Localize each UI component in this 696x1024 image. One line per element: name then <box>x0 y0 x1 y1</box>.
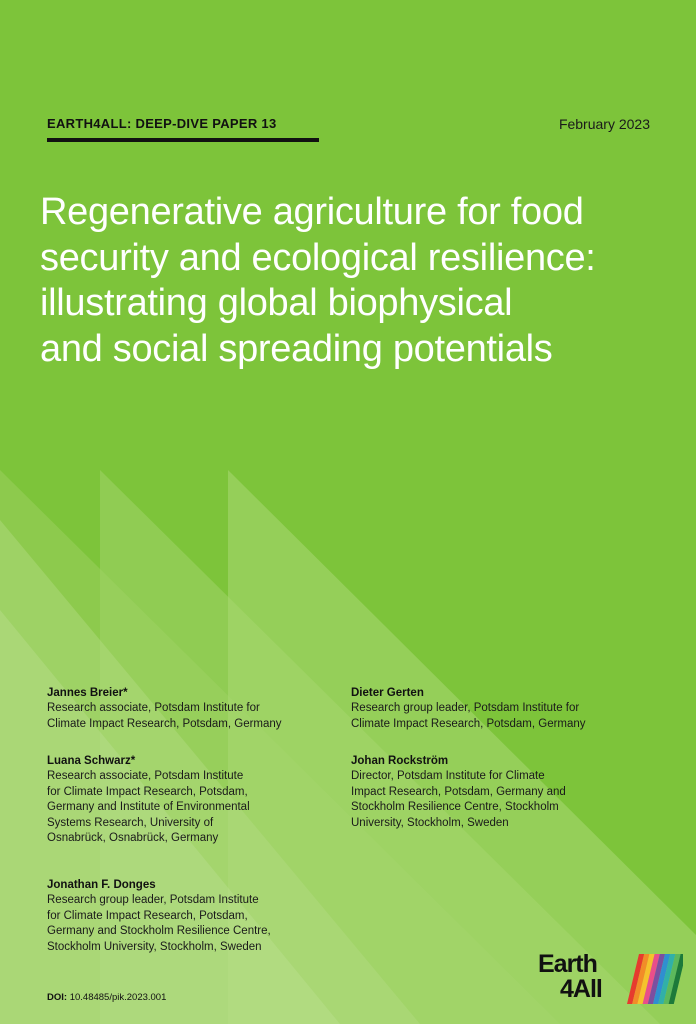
doi-label: DOI: <box>47 992 68 1003</box>
logo-wordmark: Earth 4All <box>538 950 602 1003</box>
author-name: Jannes Breier* <box>47 687 128 699</box>
doi-value: 10.48485/pik.2023.001 <box>69 992 167 1003</box>
author-affiliation: Research group leader, Potsdam Institute for Climate Impact Research, Potsdam, Germany <box>351 702 586 730</box>
publication-date: February 2023 <box>558 116 650 132</box>
title-line: and social spreading potentials <box>40 327 553 370</box>
series-underline <box>47 138 319 142</box>
author-block <box>47 685 347 732</box>
title-line: Regenerative agriculture for food <box>40 191 584 233</box>
author-block <box>351 685 651 732</box>
doi <box>47 992 166 1003</box>
title-line: security and ecological resilience: <box>40 236 596 279</box>
author-name: Luana Schwarz* <box>47 755 136 767</box>
author-name: Dieter Gerten <box>351 687 424 699</box>
title-line: illustrating global biophysical <box>40 282 513 325</box>
author-affiliation: Research associate, Potsdam Institute for Climate Impact Research, Potsdam, Germany <box>47 702 282 730</box>
author-affiliation: Research group leader, Potsdam Institute for Climate Impact Research, Potsdam, Germany and Stockholm Resilience Centre, Stockholm University, Stockholm, Sweden <box>47 894 271 953</box>
logo-stripes-icon <box>623 952 683 1004</box>
author-block <box>47 753 347 847</box>
author-name: Jonathan F. Donges <box>47 879 156 891</box>
earth4all-logo <box>538 952 686 1006</box>
report-title <box>40 190 680 372</box>
author-affiliation: Research associate, Potsdam Institute for Climate Impact Research, Potsdam, Germany and Institute of Environmental Systems Research, University of Osnabrück, Osnabrück, Germany <box>47 770 250 844</box>
author-block <box>351 753 651 831</box>
author-name: Johan Rockström <box>351 755 449 767</box>
author-affiliation: Director, Potsdam Institute for Climate Impact Research, Potsdam, Germany and Stockholm Resilience Centre, Stockholm University, Stockholm, Sweden <box>351 770 566 829</box>
series-label: EARTH4ALL: DEEP-DIVE PAPER 13 <box>47 116 277 131</box>
author-block <box>47 877 347 955</box>
